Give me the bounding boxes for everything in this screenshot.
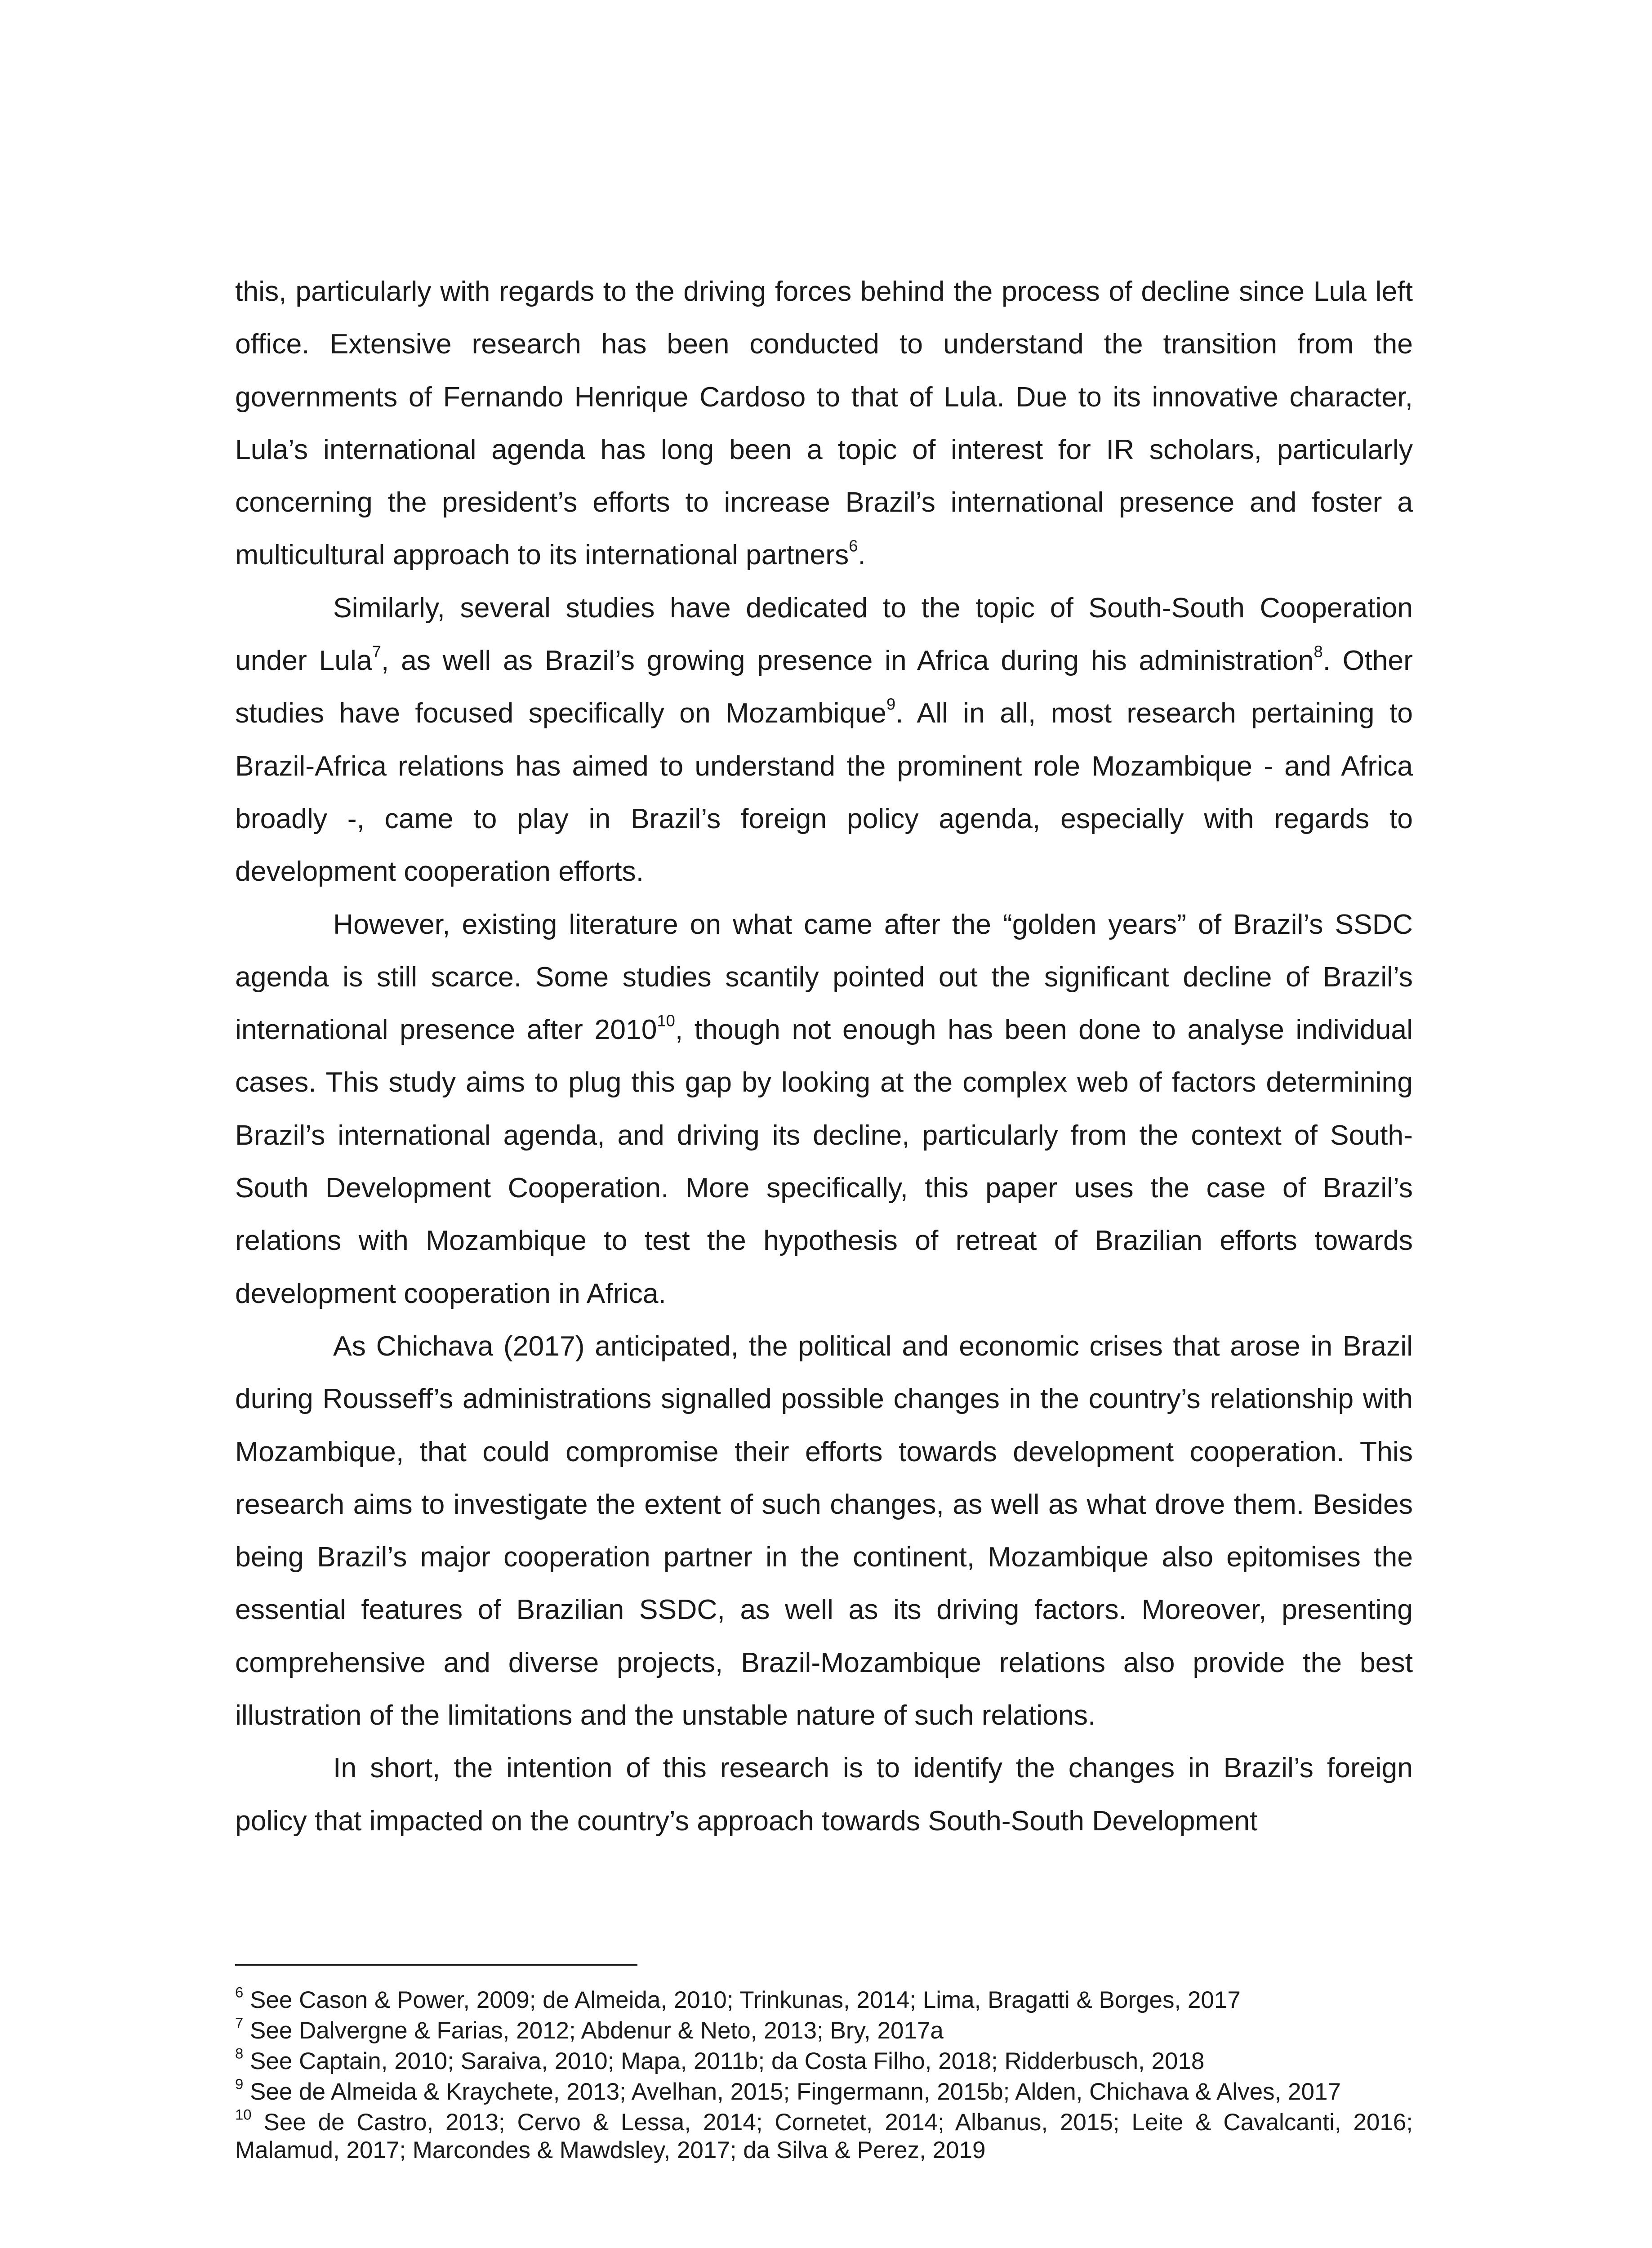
paragraph: [235, 1742, 1413, 1847]
footnote-number: 10: [235, 2106, 252, 2123]
footnote-text: See Cason & Power, 2009; de Almeida, 2010; Trinkunas, 2014; Lima, Bragatti & Borges, 2017: [243, 1987, 1241, 2013]
paragraph-text: Similarly, several studies have dedicated to the topic of South-South Cooperation under Lula: [235, 592, 1413, 677]
footnote-number: 6: [235, 1984, 244, 2001]
paragraph-text: . All in all, most research pertaining to Brazil-Africa relations has aimed to understand the prominent role Mozambique - and Africa broadly -, came to play in Brazil’s foreign policy agenda, especially with regards to development cooperation efforts.: [235, 697, 1413, 888]
footnote-number: 7: [235, 2014, 244, 2031]
paragraph-text: However, existing literature on what came after the “golden years” of Brazil’s SSDC agenda is still scarce. Some studies scantily pointed out the significant decline of Brazil’s international presence after 2010: [235, 908, 1413, 1046]
footnote-text: See de Castro, 2013; Cervo & Lessa, 2014; Cornetet, 2014; Albanus, 2015; Leite & Cavalcanti, 2016; Malamud, 2017; Marcondes & Mawdsley, 2017; da Silva & Perez, 2019: [235, 2109, 1413, 2163]
footnote-separator: [235, 1964, 637, 1966]
paragraph-text: , as well as Brazil’s growing presence in Africa during his administration: [381, 645, 1314, 677]
footnote: [235, 1986, 1413, 2014]
footnotes: [235, 1986, 1413, 2167]
footnote-text: See Captain, 2010; Saraiva, 2010; Mapa, 2011b; da Costa Filho, 2018; Ridderbusch, 2018: [243, 2048, 1205, 2074]
footnote-number: 8: [235, 2045, 244, 2062]
paragraph: [235, 898, 1413, 1320]
footnote-text: See Dalvergne & Farias, 2012; Abdenur & Neto, 2013; Bry, 2017a: [243, 2017, 944, 2044]
paragraph-text: As Chichava (2017) anticipated, the political and economic crises that arose in Brazil during Rousseff’s administrations signalled possible changes in the country’s relationship with Mozambique, that could compromise their efforts towards development cooperation. This research aims to investigate the extent of such changes, as well as what drove them. Besides being Brazil’s major cooperation partner in the continent, Mozambique also epitomises the essential features of Brazilian SSDC, as well as its driving factors. Moreover, presenting comprehensive and diverse projects, Brazil-Mozambique relations also provide the best illustration of the limitations and the unstable nature of such relations.: [235, 1330, 1413, 1731]
footnote: [235, 2014, 1413, 2045]
footnote: [235, 2075, 1413, 2106]
footnote-reference: 8: [1314, 642, 1323, 661]
body-text: [235, 265, 1413, 1847]
paragraph-text: . Other studies have focused specifically on Mozambique: [235, 645, 1413, 729]
paragraph-text: .: [858, 539, 866, 571]
footnote-reference: 6: [849, 537, 858, 556]
paragraph-text: this, particularly with regards to the driving forces behind the process of decline since Lula left office. Extensive research has been conducted to understand the transition from the governments of Fernando Henrique Cardoso to that of Lula. Due to its innovative character, Lula’s international agenda has long been a topic of interest for IR scholars, particularly concerning the president’s efforts to increase Brazil’s international presence and foster a multicultural approach to its international partners: [235, 276, 1413, 571]
paragraph-text: In short, the intention of this research is to identify the changes in Brazil’s foreign policy that impacted on the country’s approach towards South-South Development: [235, 1752, 1413, 1837]
paragraph: [235, 582, 1413, 898]
footnote-reference: 7: [372, 642, 381, 661]
footnote-number: 9: [235, 2075, 244, 2092]
footnote: [235, 2047, 1413, 2075]
footnote-text: See de Almeida & Kraychete, 2013; Avelhan, 2015; Fingermann, 2015b; Alden, Chichava & Alves, 2017: [243, 2079, 1341, 2105]
footnote: [235, 2106, 1413, 2164]
footnote-reference: 10: [657, 1011, 675, 1030]
paragraph: [235, 265, 1413, 582]
footnote-reference: 9: [886, 695, 896, 714]
paragraph-text: , though not enough has been done to analyse individual cases. This study aims to plug this gap by looking at the complex web of factors determining Brazil’s international agenda, and driving its decline, particularly from the context of South-South Development Cooperation. More specifically, this paper uses the case of Brazil’s relations with Mozambique to test the hypothesis of retreat of Brazilian efforts towards development cooperation in Africa.: [235, 1014, 1413, 1309]
paragraph: [235, 1320, 1413, 1742]
